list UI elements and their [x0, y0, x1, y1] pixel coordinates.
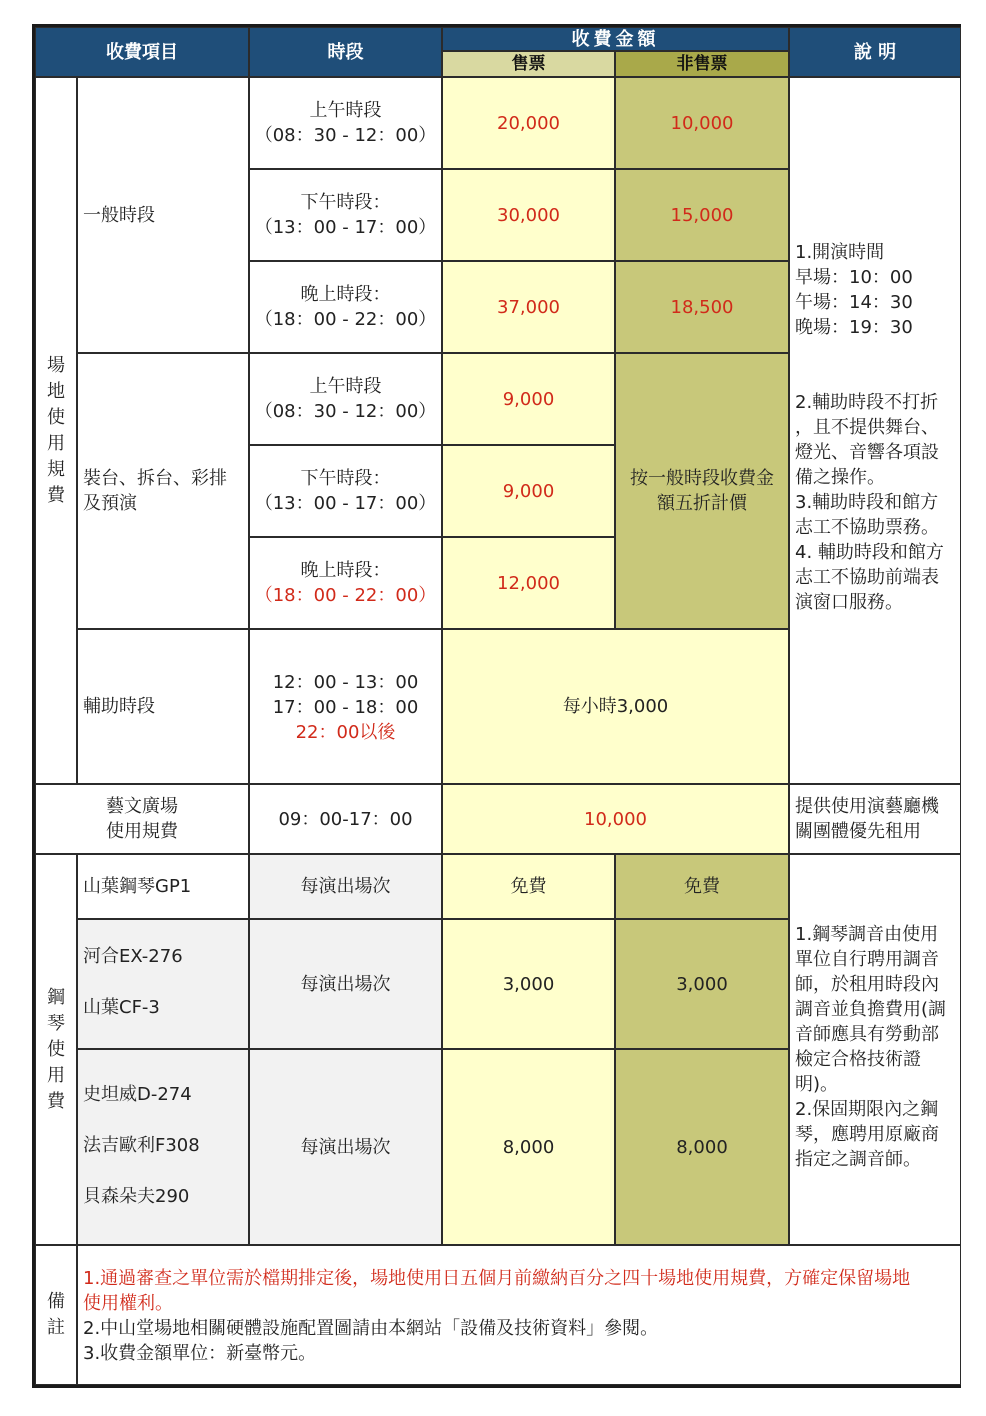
- vertical-char: 費: [47, 1090, 65, 1112]
- plaza-period: 09：00-17：00: [249, 784, 442, 854]
- vertical-char: 使: [47, 406, 65, 428]
- general-nonsale-evening: 18,500: [615, 261, 789, 353]
- vertical-char: 地: [47, 380, 65, 402]
- aux-label: 輔助時段: [77, 629, 249, 784]
- vertical-char: 琴: [47, 1012, 65, 1034]
- remarks-text: [47, 1289, 65, 1341]
- plaza-fee: 10,000: [442, 784, 789, 854]
- setup-period-evening: 晚上時段： （18：00 - 22：00）: [249, 537, 442, 629]
- piano-sale-row2: 3,000: [442, 919, 615, 1049]
- piano-sale-row1: 免費: [442, 854, 615, 919]
- vertical-char: 用: [47, 1064, 65, 1086]
- setup-period-morning: 上午時段 （08：30 - 12：00）: [249, 353, 442, 445]
- plaza-note: 提供使用演藝廳機 關團體優先租用: [789, 784, 961, 854]
- general-sale-afternoon: 30,000: [442, 169, 615, 261]
- piano-nonsale-row3: 8,000: [615, 1049, 789, 1245]
- general-sale-evening: 37,000: [442, 261, 615, 353]
- vertical-char: 費: [47, 484, 65, 506]
- setup-sale-afternoon: 9,000: [442, 445, 615, 537]
- piano-notes: 1.鋼琴調音由使用 單位自行聘用調音 師，於租用時段內 調音並負擔費用(調 音師應具有勞動部 檢定合格技術證 明)。 2.保固期限內之鋼 琴，應聘用原廠商 指定之調音師。: [789, 854, 961, 1245]
- fee-table: [32, 24, 961, 1388]
- piano-nonsale-row1: 免費: [615, 854, 789, 919]
- general-nonsale-afternoon: 15,000: [615, 169, 789, 261]
- header-period: 時段: [249, 27, 442, 77]
- general-period-evening: 晚上時段： （18：00 - 22：00）: [249, 261, 442, 353]
- piano-nonsale-row2: 3,000: [615, 919, 789, 1049]
- vertical-char: 使: [47, 1038, 65, 1060]
- piano-period-row1: 每演出場次: [249, 854, 442, 919]
- header-non-sale: 非售票: [615, 51, 789, 77]
- vertical-char: 註: [47, 1317, 65, 1338]
- setup-nonsale-note: 按一般時段收費金 額五折計價: [615, 353, 789, 629]
- general-period-morning: 上午時段 （08：30 - 12：00）: [249, 77, 442, 169]
- setup-sale-evening: 12,000: [442, 537, 615, 629]
- header-amount: 收費金額: [442, 27, 789, 51]
- piano-sale-row3: 8,000: [442, 1049, 615, 1245]
- venue-category-text: [47, 353, 65, 509]
- general-nonsale-morning: 10,000: [615, 77, 789, 169]
- vertical-char: 用: [47, 432, 65, 454]
- aux-fee: 每小時3,000: [442, 629, 789, 784]
- venue-category-label: [35, 77, 77, 784]
- general-sale-morning: 20,000: [442, 77, 615, 169]
- setup-sale-morning: 9,000: [442, 353, 615, 445]
- header-sale: 售票: [442, 51, 615, 77]
- venue-notes: 1.開演時間 早場：10：00 午場：14：30 晚場：19：30 2.輔助時段不打折 ，且不提供舞台、 燈光、音響各項設 備之操作。 3.輔助時段和館方 志工不協助票務。 4. 輔助時段和館方 志工不協助前端表 演窗口服務。: [789, 77, 961, 784]
- vertical-char: 規: [47, 458, 65, 480]
- piano-model-row1: 山葉鋼琴GP1: [77, 854, 249, 919]
- vertical-char: 備: [47, 1291, 65, 1312]
- remarks-label: [35, 1245, 77, 1385]
- piano-model-row2: 河合EX-276 山葉CF-3: [77, 919, 249, 1049]
- setup-label: 裝台、拆台、彩排 及預演: [77, 353, 249, 629]
- piano-period-row2: 每演出場次: [249, 919, 442, 1049]
- header-note: 說 明: [789, 27, 961, 77]
- setup-period-afternoon: 下午時段： （13：00 - 17：00）: [249, 445, 442, 537]
- vertical-char: 場: [47, 354, 65, 376]
- general-label: 一般時段: [77, 77, 249, 353]
- general-period-afternoon: 下午時段： （13：00 - 17：00）: [249, 169, 442, 261]
- header-item: 收費項目: [35, 27, 249, 77]
- piano-category-text: [47, 985, 65, 1115]
- piano-period-row3: 每演出場次: [249, 1049, 442, 1245]
- plaza-label: 藝文廣場 使用規費: [35, 784, 249, 854]
- vertical-char: 鋼: [47, 986, 65, 1008]
- piano-category-label: [35, 854, 77, 1245]
- piano-model-row3: 史坦威D-274 法吉歐利F308 貝森朵夫290: [77, 1049, 249, 1245]
- aux-period: 12：00 - 13：00 17：00 - 18：00 22：00以後: [249, 629, 442, 784]
- remarks-body: 1.通過審查之單位需於檔期排定後，場地使用日五個月前繳納百分之四十場地使用規費，方確定保留場地 使用權利。 2.中山堂場地相關硬體設施配置圖請由本網站「設備及技術資料」參閱。 3.收費金額單位：新臺幣元。: [77, 1245, 961, 1385]
